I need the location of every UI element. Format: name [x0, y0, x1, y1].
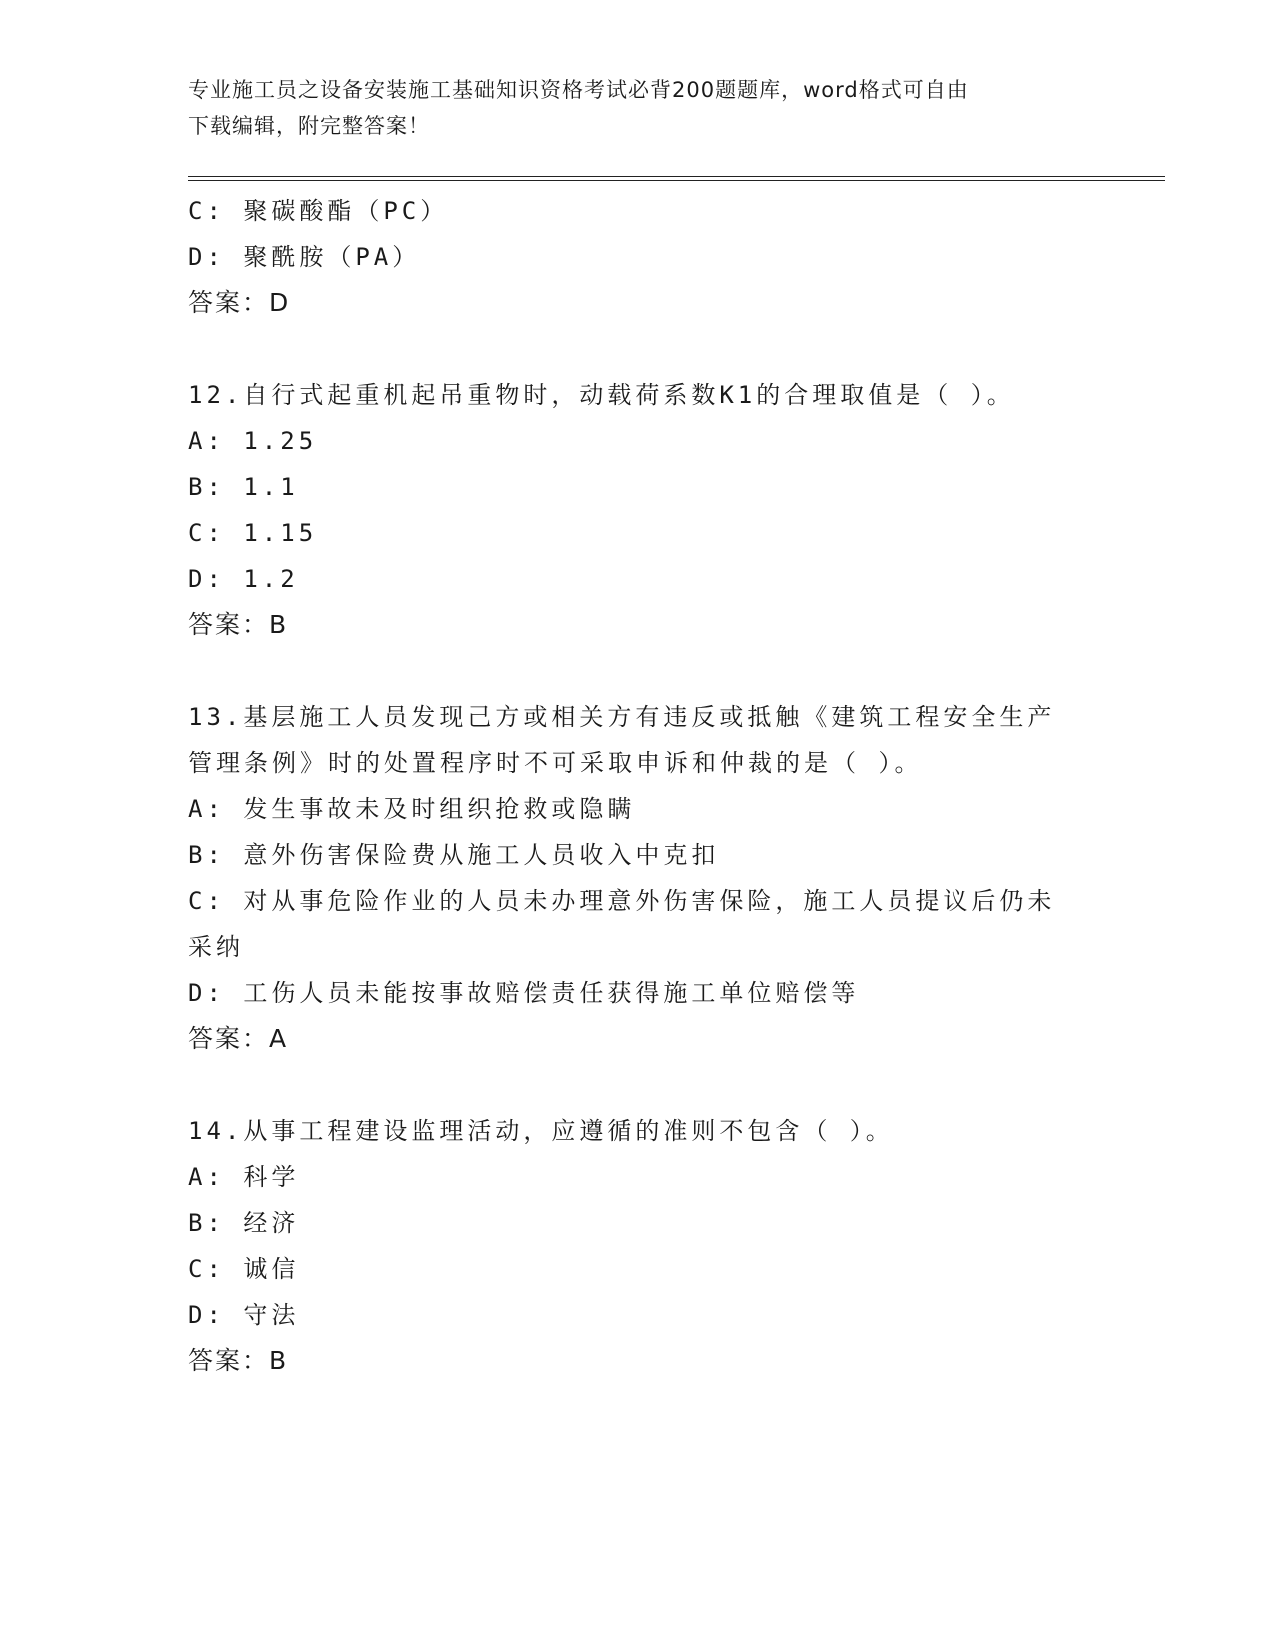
option-d: D: 工伤人员未能按事故赔偿责任获得施工单位赔偿等 — [188, 979, 860, 1007]
option-d: D: 1.2 — [188, 565, 299, 593]
option-c-line-1: C: 对从事危险作业的人员未办理意外伤害保险，施工人员提议后仍未 — [188, 887, 1056, 915]
option-a: A: 发生事故未及时组织抢救或隐瞒 — [188, 795, 636, 823]
option-d: D: 守法 — [188, 1301, 300, 1329]
option-c: C: 1.15 — [188, 519, 318, 547]
option-c-line-2: 采纳 — [188, 933, 244, 961]
answer-line: 答案：B — [188, 1346, 289, 1375]
option-d: D: 聚酰胺（PA） — [188, 243, 421, 271]
answer-line: 答案：B — [188, 610, 289, 639]
header-line-2: 下载编辑，附完整答案！ — [188, 114, 430, 138]
question-11-tail — [188, 188, 1088, 326]
option-b: B: 1.1 — [188, 473, 299, 501]
answer-line: 答案：A — [188, 1024, 289, 1053]
spacer — [188, 326, 1088, 372]
option-b: B: 经济 — [188, 1209, 300, 1237]
header-line-1: 专业施工员之设备安装施工基础知识资格考试必背200题题库，word格式可自由 — [188, 78, 969, 102]
question-text-line-2: 管理条例》时的处置程序时不可采取申诉和仲裁的是（ ）。 — [188, 749, 923, 777]
question-text: 12.自行式起重机起吊重物时，动载荷系数K1的合理取值是（ ）。 — [188, 381, 1015, 409]
answer-line: 答案：D — [188, 288, 291, 317]
option-c: C: 聚碳酸酯（PC） — [188, 197, 449, 225]
question-list — [188, 188, 1088, 1384]
header-divider — [188, 176, 1165, 181]
option-a: A: 科学 — [188, 1163, 300, 1191]
document-header — [188, 72, 1068, 144]
spacer — [188, 648, 1088, 694]
option-c: C: 诚信 — [188, 1255, 300, 1283]
question-14 — [188, 1108, 1088, 1384]
question-12 — [188, 372, 1088, 648]
option-b: B: 意外伤害保险费从施工人员收入中克扣 — [188, 841, 720, 869]
question-text: 14.从事工程建设监理活动，应遵循的准则不包含（ ）。 — [188, 1117, 894, 1145]
question-text-line-1: 13.基层施工人员发现己方或相关方有违反或抵触《建筑工程安全生产 — [188, 703, 1056, 731]
option-a: A: 1.25 — [188, 427, 318, 455]
spacer — [188, 1062, 1088, 1108]
question-13 — [188, 694, 1088, 1062]
